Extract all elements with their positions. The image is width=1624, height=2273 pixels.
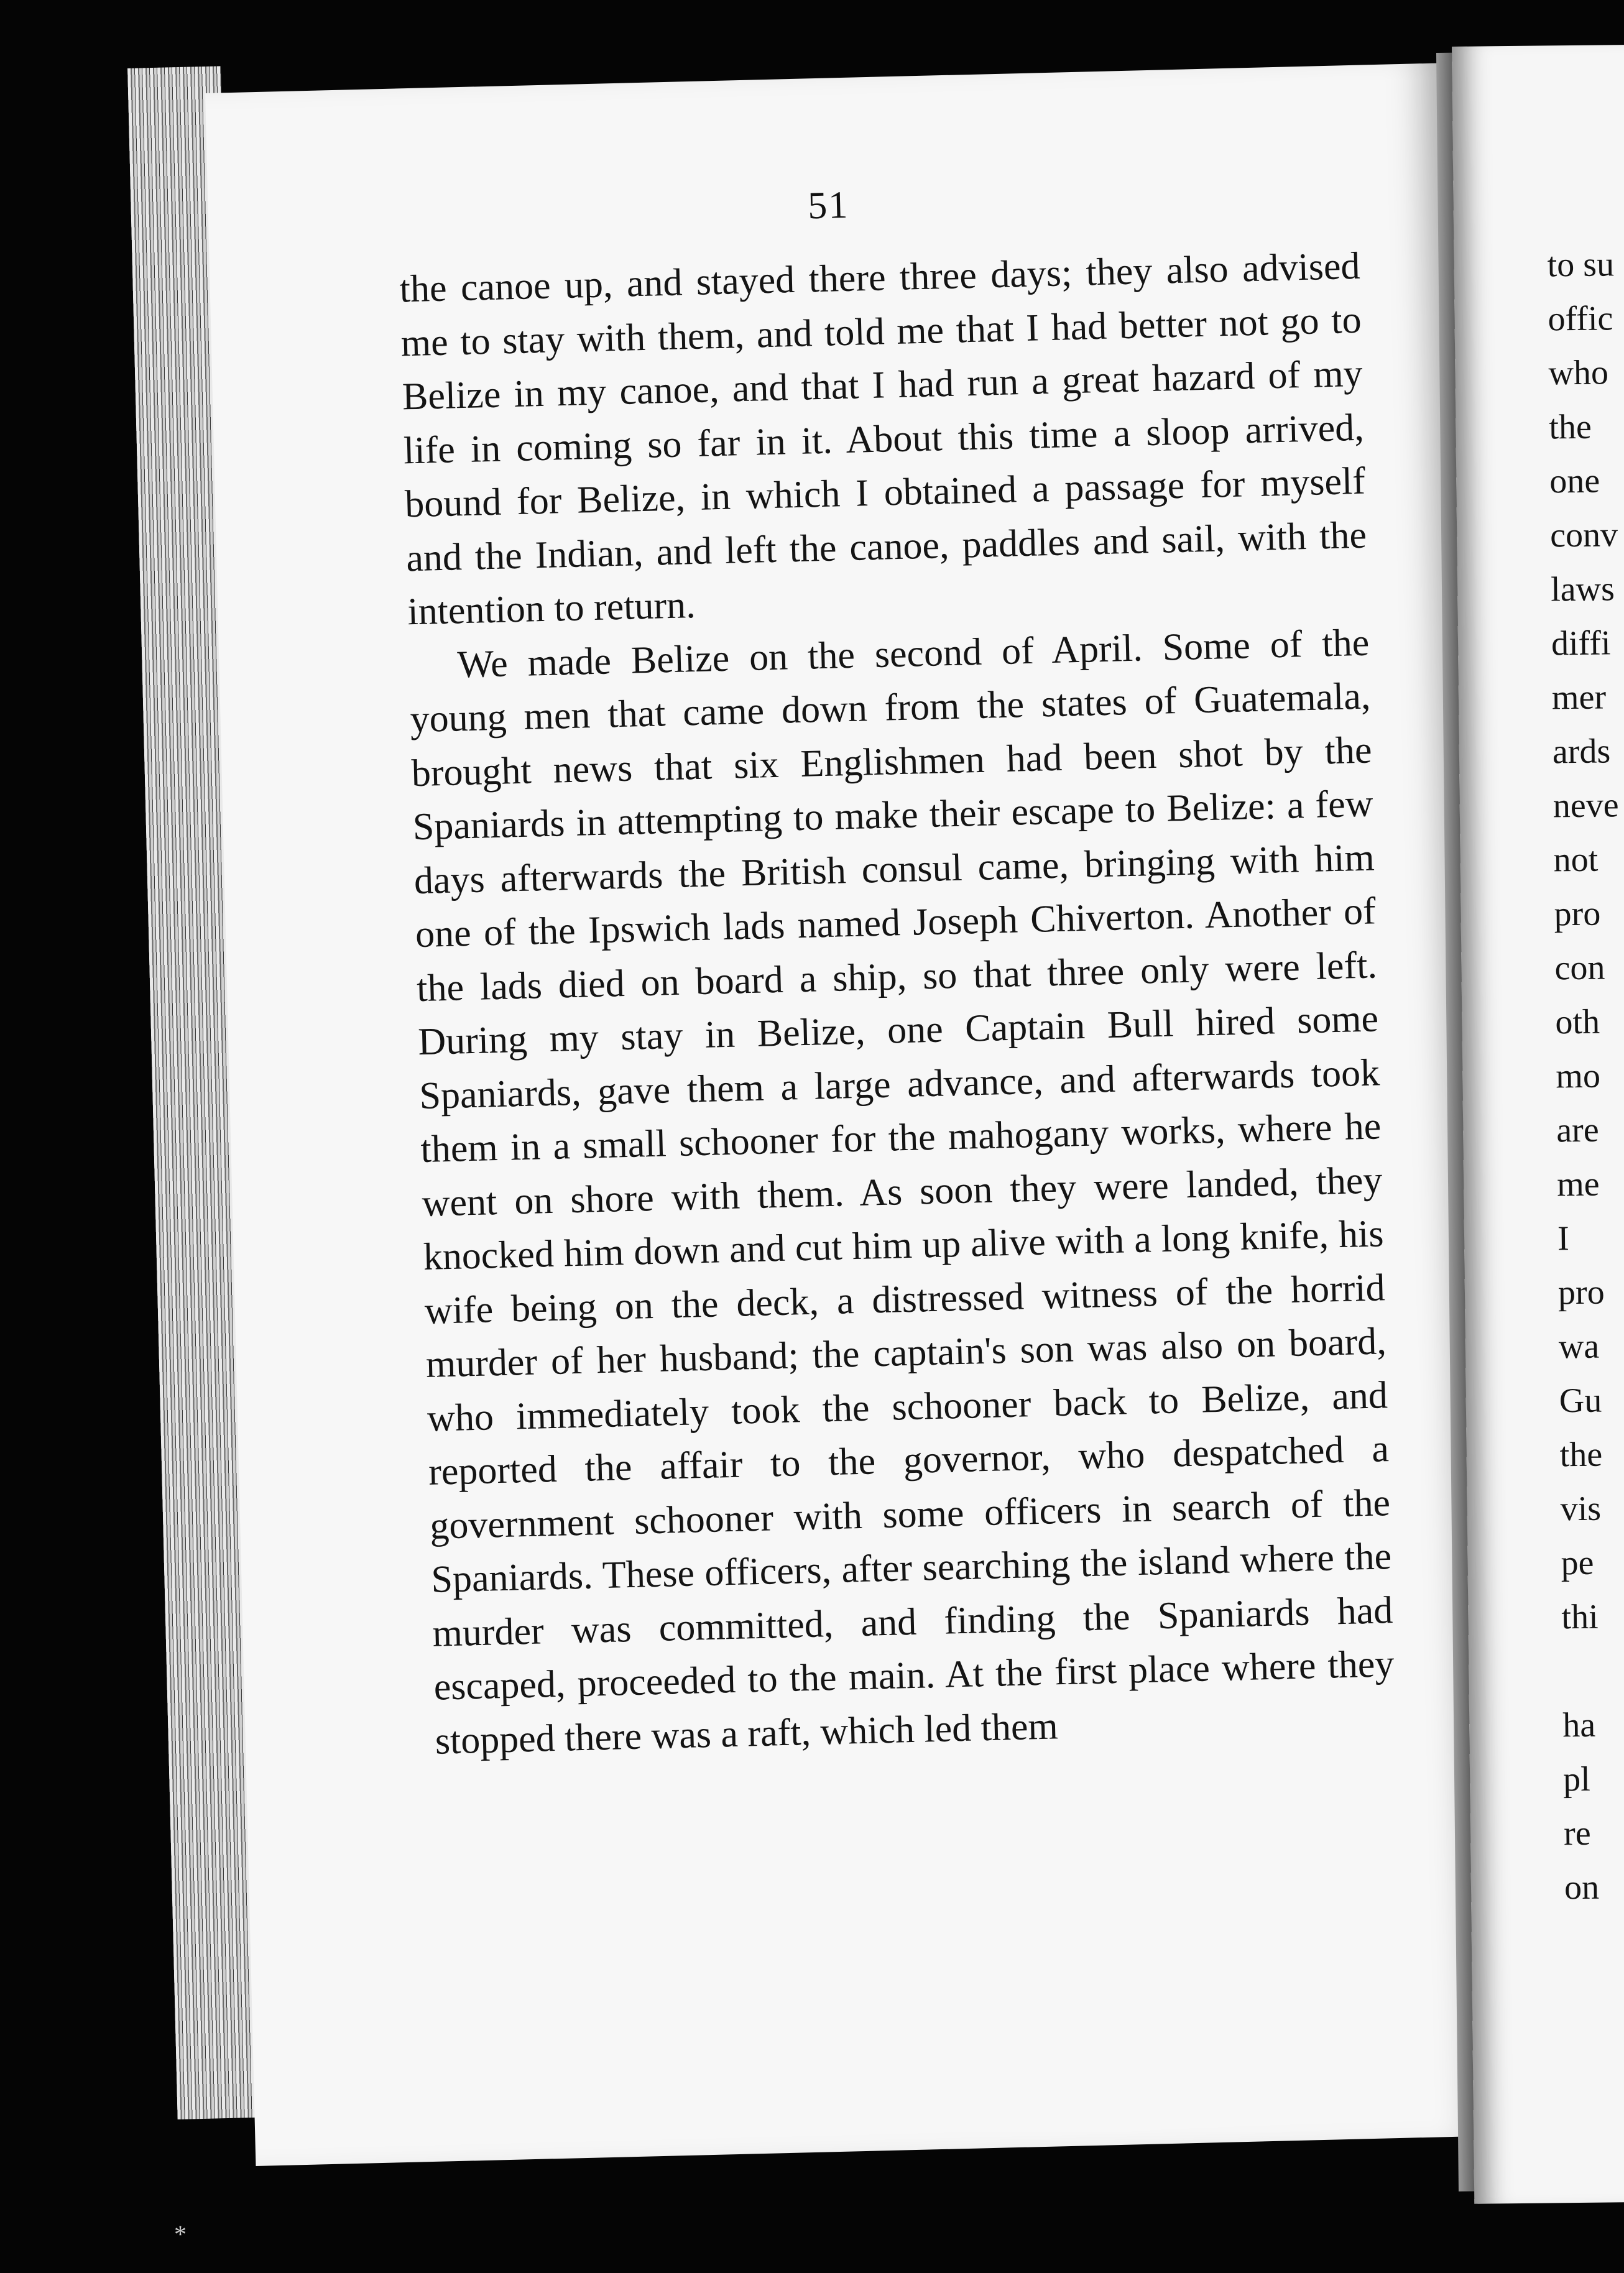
right-page-line: thi (1561, 1597, 1599, 1637)
right-page-line: pro (1557, 1273, 1605, 1312)
right-page-line: the (1559, 1435, 1603, 1475)
right-page-text-fragments (1547, 236, 1624, 1915)
right-page-line: ha (1562, 1705, 1596, 1745)
right-page-line: offic (1548, 299, 1613, 339)
right-page-line: laws (1550, 569, 1615, 609)
right-page-partial (1452, 45, 1624, 2204)
right-page-line: not (1553, 840, 1599, 880)
right-page-line: re (1563, 1814, 1591, 1853)
right-page-line: vis (1560, 1489, 1602, 1529)
right-page-line: Gu (1559, 1381, 1602, 1421)
right-page-line: mer (1551, 678, 1607, 717)
right-page-line: wa (1558, 1327, 1600, 1367)
right-page-line: on (1564, 1868, 1600, 1907)
right-page-line: to su (1547, 245, 1615, 285)
right-page-line: mo (1556, 1056, 1601, 1096)
right-page-line: conv (1549, 515, 1618, 555)
left-page (205, 63, 1496, 2166)
right-page-line: neve (1552, 786, 1619, 826)
right-page-line: con (1554, 948, 1605, 988)
paragraph-1: the canoe up, and stayed there three days; they also advised me to stay with them, and told me that I had better not go to Belize in my canoe, and that I had run a great hazard of my life in coming so far in it. About this time a sloop arrived, bound for Belize, in which I obtained a passage for myself and the Indian, and left the canoe, paddles and sail, with the intention to return. (399, 244, 1367, 634)
right-page-line: I (1557, 1219, 1570, 1258)
margin-mark: * (174, 2220, 187, 2248)
right-page-line: oth (1555, 1002, 1600, 1042)
page-number: 51 (807, 183, 850, 228)
right-page-line: pl (1562, 1759, 1591, 1799)
right-page-line: are (1556, 1110, 1599, 1150)
paragraph-2: We made Belize on the second of April. Some of the young men that came down from the states of Guatemala, brought news that six Englishmen had been shot by the Spaniards in attempting to make their escape to Belize: a few days afterwards the British consul came, bringing with him one of the Ipswich lads named Joseph Chiverton. Another of the lads died on board a ship, so that three only were left. During my stay in Belize, one Captain Bull hired some Spaniards, gave them a large advance, and afterwards took them in a small schooner for the mahogany works, where he went on shore with them. As soon they were landed, they knocked him down and cut him up alive with a long knife, his wife being on the deck, a distressed witness of the horrid murder of her husband; the captain's son was also on board, who immediately took the schooner back to Belize, and reported the affair to the governor, who despatched a government schooner with some officers in search of the Spaniards. These officers, after searching the island where the murder was committed, and finding the Spaniards had escaped, proceeded to the main. At the first place where they stopped there was a raft, which led them (409, 621, 1395, 1763)
right-page-line: one (1549, 461, 1600, 501)
right-page-line: pro (1554, 894, 1601, 934)
right-page-line: diffi (1551, 624, 1611, 663)
right-page-line (1562, 1642, 1624, 1699)
right-page-line: me (1556, 1164, 1600, 1204)
right-page-line: pe (1561, 1543, 1594, 1583)
right-page-line: the (1549, 407, 1592, 447)
right-page-line: who (1548, 353, 1609, 393)
body-text (399, 239, 1396, 1768)
right-page-line: ards (1552, 732, 1611, 772)
